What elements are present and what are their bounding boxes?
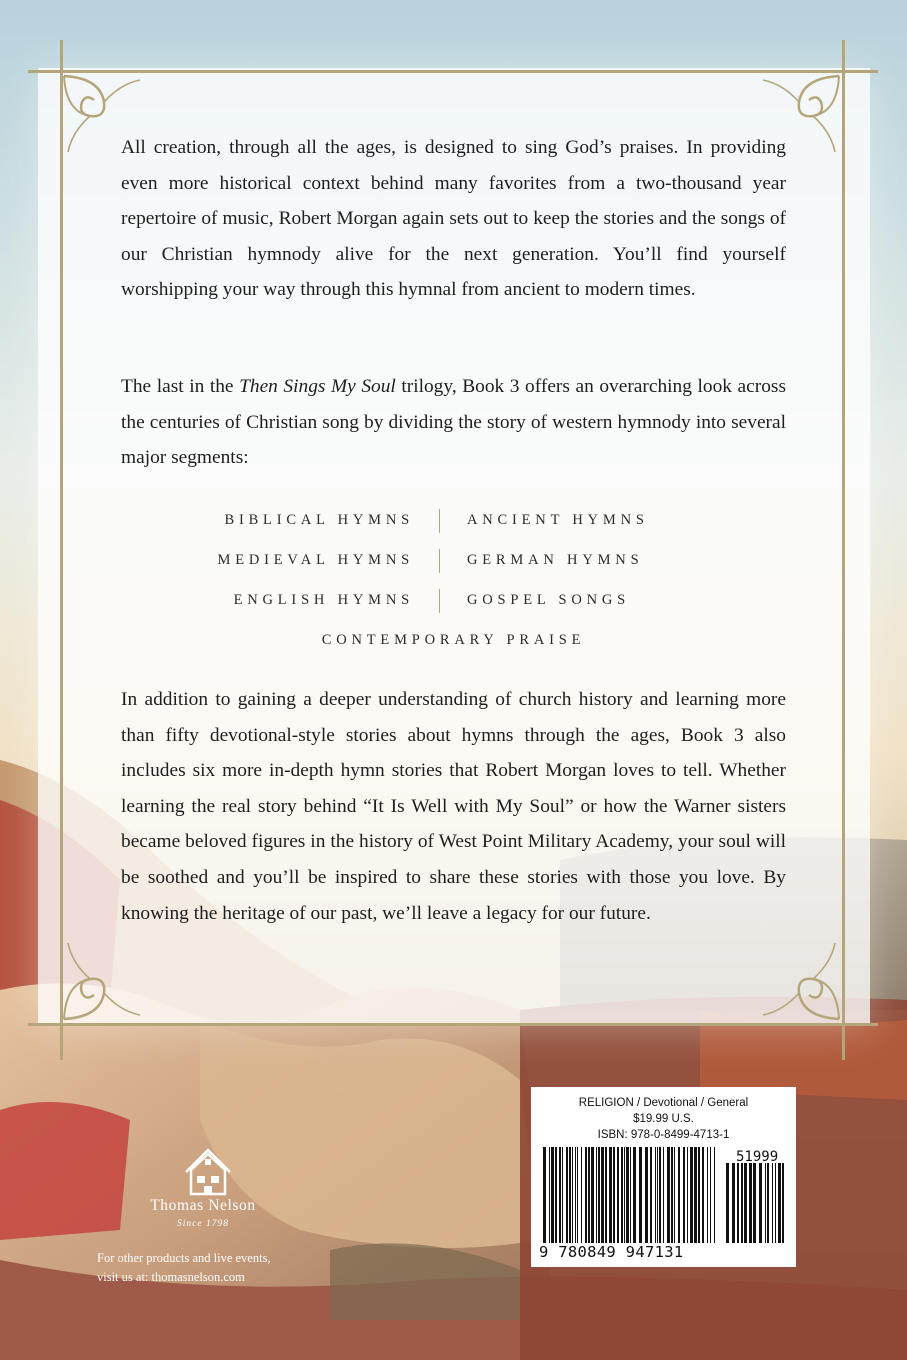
frame-right-line [842, 40, 845, 1060]
barcode-bar [577, 1147, 578, 1243]
barcode-bar [605, 1147, 607, 1243]
segment-row [0, 632, 907, 662]
footer-line-1: For other products and live events, [97, 1251, 271, 1265]
segment-divider [439, 549, 440, 573]
frame-bottom-line [28, 1023, 878, 1026]
segment-divider [439, 589, 440, 613]
barcode-bar [562, 1147, 563, 1243]
barcode-bar [744, 1163, 747, 1243]
barcode-bar [621, 1147, 623, 1243]
barcode-bar [588, 1147, 590, 1243]
barcode-bar [581, 1147, 582, 1243]
isbn-digits: 9 780849 947131 [539, 1243, 684, 1261]
barcode-bar [753, 1163, 756, 1243]
barcode-bar [598, 1147, 600, 1243]
publisher-since: Since 1798 [177, 1219, 229, 1229]
barcode-bar [591, 1147, 594, 1243]
barcode-box [531, 1087, 796, 1267]
segment-label: BIBLICAL HYMNS [224, 512, 414, 528]
barcode-bar [551, 1147, 554, 1243]
trilogy-paragraph [121, 369, 786, 476]
barcode-bar [698, 1147, 700, 1243]
trilogy-text-after: trilogy, Book 3 offers an overarching look across the centuries of Christian song by dividing the story of western hymnody into several major segments: [121, 376, 786, 469]
barcode-bar [694, 1147, 697, 1243]
barcode-bar [741, 1163, 743, 1243]
barcode-bar [601, 1147, 604, 1243]
segment-label-final: CONTEMPORARY PRAISE [321, 632, 586, 648]
barcode-price: $19.99 U.S. [633, 1113, 694, 1125]
closing-paragraph: In addition to gaining a deeper understanding of church history and learning more than fifty devotional-style stories about hymns through the ages, Book 3 also includes six more in-depth hymn stories that Robert Morgan loves to tell. Whether learning the real story behind “It Is Well with My Soul” or how the Warner sisters became beloved figures in the history of West Point Military Academy, your soul will be soothed and you’ll be inspired to share these stories with those you love. By knowing the heritage of our past, we’ll leave a legacy for our future. [121, 689, 786, 924]
segment-label: ENGLISH HYMNS [233, 592, 414, 608]
barcode-bar [765, 1163, 766, 1243]
book-title: Then Sings My Soul [239, 376, 396, 397]
frame-left-line [60, 40, 63, 1060]
barcode-bar [687, 1147, 688, 1243]
barcode-bar [617, 1147, 619, 1243]
barcode-bar [569, 1147, 571, 1243]
frame-corner-ornament-bottom-left [60, 935, 148, 1023]
price-barcode [726, 1163, 788, 1243]
barcode-bar [659, 1147, 661, 1243]
barcode-bar [749, 1163, 752, 1243]
barcode-bar [585, 1147, 587, 1243]
barcode-bar [663, 1147, 664, 1243]
barcode-bar [572, 1147, 573, 1243]
barcode-category: RELIGION / Devotional / General [578, 1097, 749, 1109]
barcode-bar [707, 1147, 708, 1243]
barcode-bar [702, 1147, 704, 1243]
barcode-bar [772, 1163, 773, 1243]
barcode-bar [630, 1147, 631, 1243]
frame-top-line [28, 70, 878, 73]
barcode-bar [626, 1147, 629, 1243]
barcode-bar [633, 1147, 636, 1243]
segment-label: ANCIENT HYMNS [467, 512, 649, 528]
barcode-bar [671, 1147, 673, 1243]
barcode-bar [678, 1147, 680, 1243]
barcode-bar [778, 1163, 781, 1243]
intro-paragraph: All creation, through all the ages, is designed to sing God’s praises. In providing even more historical context behind many favorites from a two-thousand year repertoire of music, Robert Morgan again sets out to keep the stories and the songs of our Christian hymnody alive for the next generation. You’ll find yourself worshipping your way through this hymnal from ancient to modern times. [121, 137, 786, 301]
barcode-bar [613, 1147, 615, 1243]
barcode-bar [559, 1147, 561, 1243]
barcode-bar [609, 1147, 612, 1243]
barcode-bar [690, 1147, 693, 1243]
barcode-bar [732, 1163, 735, 1243]
trilogy-text-before: The last in the [121, 376, 240, 397]
segment-row [0, 592, 907, 622]
barcode-bar [714, 1147, 715, 1243]
barcode-bar [575, 1147, 576, 1243]
frame-corner-ornament-bottom-right [755, 935, 843, 1023]
segment-label: GERMAN HYMNS [467, 552, 644, 568]
segment-label: MEDIEVAL HYMNS [217, 552, 414, 568]
barcode-bar [737, 1163, 739, 1243]
segment-row [0, 512, 907, 542]
segment-label: GOSPEL SONGS [467, 592, 631, 608]
barcode-bar [674, 1147, 675, 1243]
price-code-digits: 51999 [736, 1149, 779, 1165]
publisher-name: Thomas Nelson [150, 1197, 256, 1214]
segment-divider [439, 509, 440, 533]
barcode-bar [624, 1147, 625, 1243]
isbn-barcode [543, 1147, 718, 1243]
barcode-bar [782, 1163, 784, 1243]
barcode-bar [566, 1147, 568, 1243]
barcode-bar [667, 1147, 670, 1243]
barcode-bar [655, 1147, 656, 1243]
barcode-bar [596, 1147, 597, 1243]
barcode-bar [650, 1147, 652, 1243]
barcode-bar [549, 1147, 550, 1243]
barcode-bar [555, 1147, 557, 1243]
barcode-bar [710, 1147, 711, 1243]
barcode-isbn: ISBN: 978-0-8499-4713-1 [597, 1129, 730, 1141]
barcode-bar [657, 1147, 658, 1243]
segment-row [0, 552, 907, 582]
barcode-bar [726, 1163, 729, 1243]
barcode-bar [767, 1163, 769, 1243]
barcode-bar [543, 1147, 546, 1243]
barcode-bar [759, 1163, 762, 1243]
footer-line-2[interactable]: visit us at: thomasnelson.com [97, 1270, 245, 1284]
barcode-bar [683, 1147, 685, 1243]
barcode-bar [775, 1163, 776, 1243]
barcode-bar [645, 1147, 648, 1243]
barcode-bar [639, 1147, 642, 1243]
